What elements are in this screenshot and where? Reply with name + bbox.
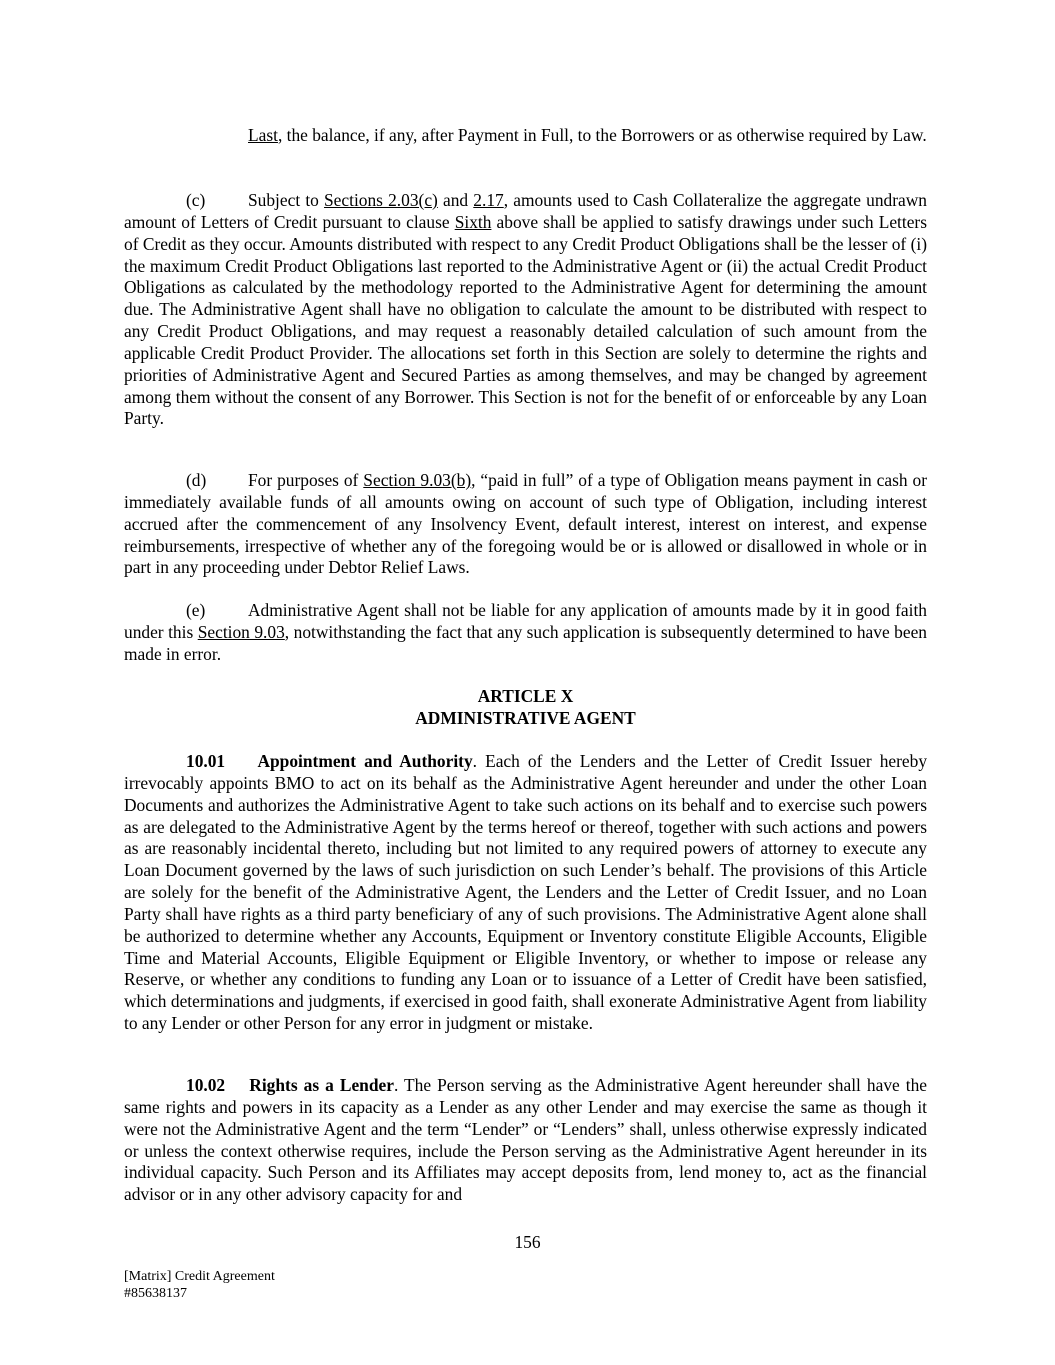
clause-reference: Sixth (454, 211, 492, 232)
article-title: ADMINISTRATIVE AGENT (415, 708, 636, 728)
paragraph-text: For purposes of (248, 470, 364, 490)
footer-document-id: #85638137 (124, 1286, 187, 1301)
paragraph-last (124, 125, 927, 147)
paragraph-text: , the balance, if any, after Payment in Full, to the Borrowers or as otherwise required by Law. (277, 125, 927, 145)
paragraph-text: . Each of the Lenders and the Letter of Credit Issuer hereby irrevocably appoints BMO to act on its behalf as the Administrative Agent hereunder and under the other Loan Documents and authorizes the Administrative Agent to take such actions on its behalf and to exercise such powers as are delegated to the Administrative Agent by the terms hereof or thereof, together with such actions and powers as are reasonably incidental thereto, including but not limited to any required powers of attorney to execute any Loan Document governed by the laws of such jurisdiction on such Lender’s behalf. The provisions of this Article are solely for the benefit of the Administrative Agent, the Lenders and the Letter of Credit Issuer, and no Loan Party shall have rights as a third party beneficiary of any of such provisions. The Administrative Agent alone shall be authorized to determine whether any Accounts, Equipment or Inventory constitute Eligible Accounts, Eligible Time and Material Accounts, Eligible Equipment or Eligible Inventory, or whether to impose or release any Reserve, or whether any conditions to funding any Loan or to issuance of a Letter of Credit have been satisfied, which determinations and judgments, if exercised in good faith, shall exonerate Administrative Agent from liability to any Lender or other Person for any error in judgment or mistake. (124, 751, 928, 1034)
paragraph-label: (e) (186, 600, 206, 620)
section-number: 10.02 (186, 1075, 226, 1095)
article-number: ARTICLE X (477, 686, 574, 706)
paragraph-text: , notwithstanding the fact that any such application is subsequently determined to have been made in error. (124, 621, 928, 664)
paragraph-c (124, 190, 927, 430)
paragraph-text: above shall be applied to satisfy drawings under such Letters of Credit as they occur. Amounts distributed with respect to any Credit Product Obligations shall be the lesser of (i) the maximum Credit Product Obligations last reported to the Administrative Agent or (ii) the actual Credit Product Obligations as calculated by the methodology reported to the Administrative Agent for determining the amount due. The Administrative Agent shall have no obligation to calculate the amount to be distributed with respect to any Credit Product Obligations, and may request a reasonably detailed calculation of such amount from the applicable Credit Product Provider. The allocations set forth in this Section are solely to determine the rights and priorities of Administrative Agent and Secured Parties as among themselves, and may be changed by agreement among them without the consent of any Borrower. This Section is not for the benefit of or enforceable by any Loan Party. (124, 211, 927, 429)
section-reference: Section 9.03(b) (363, 470, 472, 490)
section-heading: Rights as a Lender (249, 1075, 394, 1095)
section-reference: Section 9.03 (197, 621, 285, 642)
section-reference: Sections 2.03(c) (324, 190, 438, 210)
section-10-02 (124, 1075, 927, 1206)
section-10-01 (124, 751, 927, 1035)
footer-document-title: [Matrix] Credit Agreement (124, 1269, 275, 1284)
paragraph-text: , “paid in full” of a type of Obligation means payment in cash or immediately available funds of all amounts owing on account of such type of Obligation, including interest accrued after the commencement of any Insolvency Event, default interest, interest on interest, and expense reimbursements, irrespective of whether any of the foregoing would be or is allowed or disallowed in whole or in part in any proceeding under Debtor Relief Laws. (124, 470, 927, 578)
paragraph-label: (d) (186, 470, 207, 490)
section-heading: Appointment and Authority (257, 751, 473, 771)
paragraph-text: , amounts used to Cash Collateralize the aggregate undrawn amount of Letters of Credit pursuant to clause (124, 190, 927, 232)
paragraph-e (124, 600, 927, 666)
paragraph-text: Subject to (248, 190, 325, 210)
term-last: Last (248, 125, 278, 145)
paragraph-label: (c) (186, 190, 206, 210)
paragraph-text: Administrative Agent shall not be liable for any application of amounts made by it in good faith under this (124, 600, 927, 642)
page-number: 156 (514, 1232, 541, 1252)
section-reference: 2.17 (473, 190, 504, 210)
paragraph-text: and (437, 190, 474, 210)
paragraph-text: . The Person serving as the Administrative Agent hereunder shall have the same rights and powers in its capacity as a Lender as any other Lender and may exercise the same as though it were not the Administrative Agent and the term “Lender” or “Lenders” shall, unless otherwise expressly indicated or unless the context otherwise requires, include the Person serving as the Administrative Agent hereunder in its individual capacity. Such Person and its Affiliates may accept deposits from, lend money to, act as the financial advisor or in any other advisory capacity for and (124, 1075, 928, 1205)
section-number: 10.01 (186, 751, 226, 771)
footer (124, 1268, 275, 1302)
paragraph-d (124, 470, 927, 579)
